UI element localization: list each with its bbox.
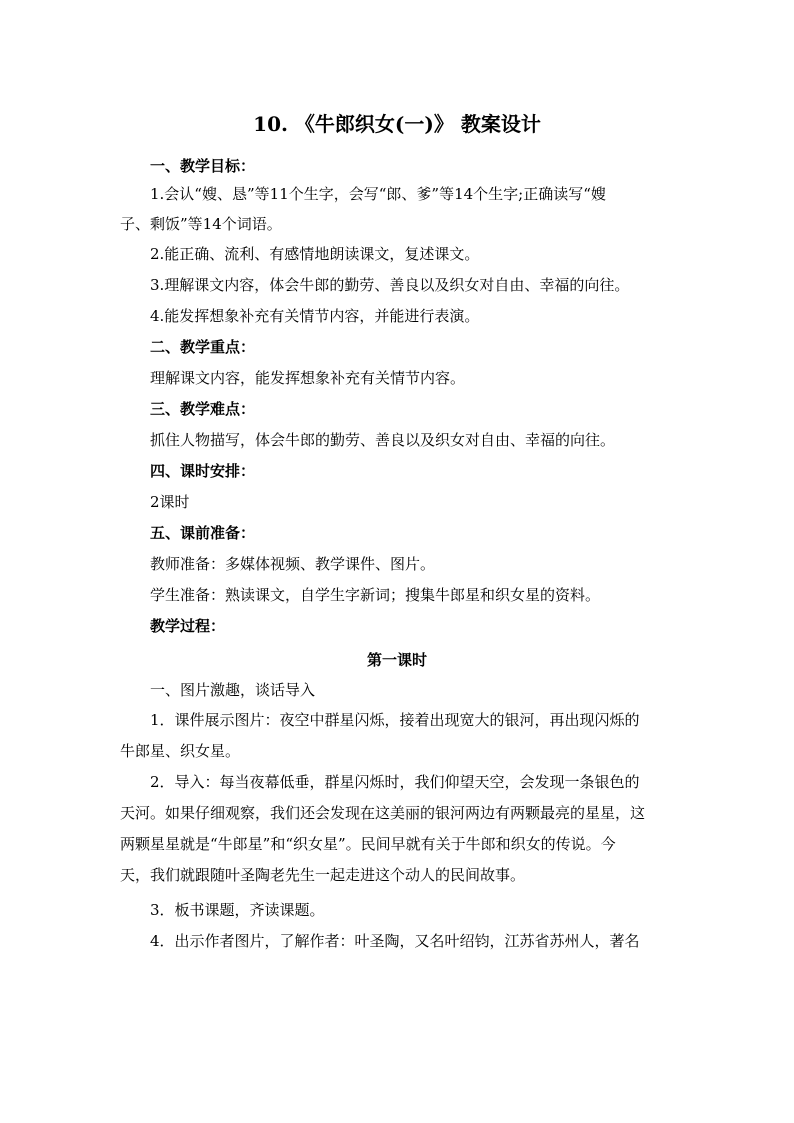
heading-key-points: 二、教学重点： <box>150 338 256 356</box>
paragraph-line: 1.会认“嫂、恳”等11个生字，会写“郎、爹”等14个生字;正确读写“嫂 <box>150 185 606 203</box>
document-title: 10. 《牛郎织女(一)》 教案设计 <box>253 112 541 136</box>
paragraph-line: 子、剩饭”等14个词语。 <box>120 215 282 233</box>
paragraph-line: 2．导入：每当夜幕低垂，群星闪烁时，我们仰望天空，会发现一条银色的 <box>150 773 640 791</box>
paragraph-line: 4．出示作者图片，了解作者：叶圣陶，又名叶绍钧，江苏省苏州人，著名 <box>150 932 640 950</box>
paragraph-line: 3.理解课文内容，体会牛郎的勤劳、善良以及织女对自由、幸福的向往。 <box>150 276 630 294</box>
paragraph-line: 一、图片激趣，谈话导入 <box>150 681 316 699</box>
paragraph-line: 2课时 <box>150 493 190 511</box>
paragraph-line: 牛郎星、织女星。 <box>120 742 241 760</box>
paragraph-line: 学生准备：熟读课文，自学生字新词；搜集牛郎星和织女星的资料。 <box>150 586 601 604</box>
paragraph-line: 两颗星星就是“牛郎星”和“织女星”。民间早就有关于牛郎和织女的传说。今 <box>120 835 616 853</box>
paragraph-line: 天，我们就跟随叶圣陶老先生一起走进这个动人的民间故事。 <box>120 866 526 884</box>
paragraph-line: 教师准备：多媒体视频、教学课件、图片。 <box>150 555 436 573</box>
paragraph-line: 理解课文内容，能发挥想象补充有关情节内容。 <box>150 369 466 387</box>
paragraph-line: 抓住人物描写，体会牛郎的勤劳、善良以及织女对自由、幸福的向往。 <box>150 431 616 449</box>
heading-difficulties: 三、教学难点： <box>150 400 256 418</box>
paragraph-line: 3．板书课题，齐读课题。 <box>150 901 325 919</box>
paragraph-line: 天河。如果仔细观察，我们还会发现在这美丽的银河两边有两颗最亮的星星，这 <box>120 804 646 822</box>
heading-schedule: 四、课时安排： <box>150 462 256 480</box>
paragraph-line: 1．课件展示图片：夜空中群星闪烁，接着出现宽大的银河，再出现闪烁的 <box>150 711 640 729</box>
section-title: 第一课时 <box>366 651 427 669</box>
heading-preparation: 五、课前准备： <box>150 524 256 542</box>
heading-process: 教学过程： <box>150 617 226 635</box>
heading-objectives: 一、教学目标： <box>150 157 256 175</box>
paragraph-line: 4.能发挥想象补充有关情节内容，并能进行表演。 <box>150 307 480 325</box>
paragraph-line: 2.能正确、流利、有感情地朗读课文，复述课文。 <box>150 245 480 263</box>
